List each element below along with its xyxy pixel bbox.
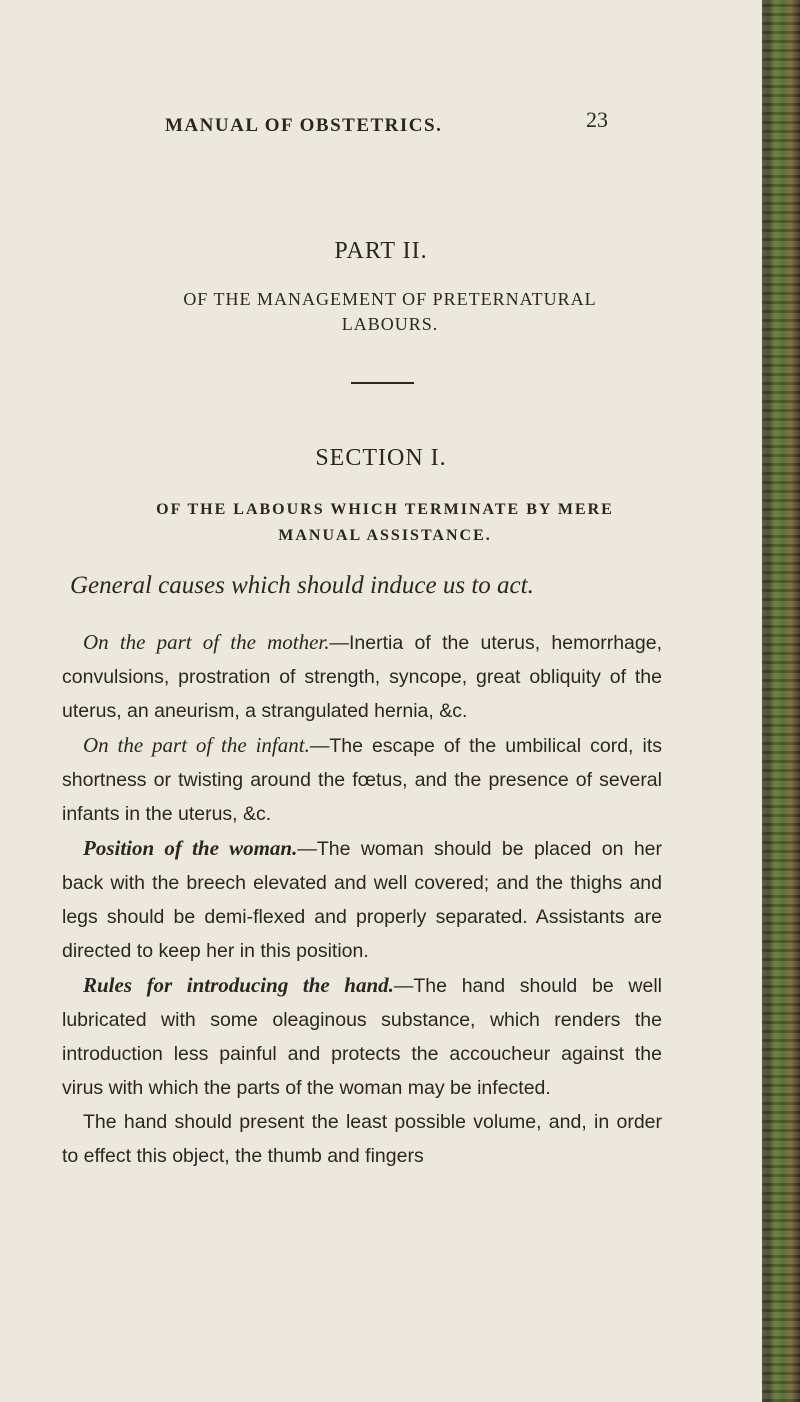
paragraph-heading: Position of the woman. [83,836,298,860]
paragraph-body: —The hand should be well lubricated with some oleaginous substance, which renders the introduction less painful and protects the accoucheur against the virus with which the parts of the woman may be infected. [62,975,662,1099]
part-subtitle-line: OF THE MANAGEMENT OF PRETERNATURAL [183,289,597,309]
paragraph-body: —The escape of the umbilical cord, its shortness or twisting around the fœtus, and the presence of several infants in the uterus, &c. [62,735,662,825]
running-head [0,107,762,147]
section-subtitle [70,497,700,549]
paragraph [62,1105,662,1173]
paragraph-heading: On the part of the mother. [83,630,330,654]
paragraph-body: —The woman should be placed on her back with the breech elevated and well covered; and the thighs and legs should be demi-flexed and properly separated. Assistants are directed to keep her in this position. [62,838,662,962]
part-subtitle-line: LABOURS. [341,314,439,334]
section-title: SECTION I. [315,445,447,471]
paragraph-heading: Rules for introducing the hand. [83,973,394,997]
book-binding-edge [762,0,800,1402]
running-title: MANUAL OF OBSTETRICS. [165,115,443,136]
section-subtitle-line: OF THE LABOURS WHICH TERMINATE BY MERE [156,501,614,518]
paragraph [62,728,662,831]
page-number: 23 [586,107,608,132]
subsection-heading: General causes which should induce us to act. [70,572,534,599]
paragraph [62,831,662,968]
paragraph-body: —Inertia of the uterus, hemorrhage, convulsions, prostration of strength, syncope, great obliquity of the uterus, an aneurism, a strangulated hernia, &c. [62,632,662,722]
section-divider [351,382,414,384]
part-title: PART II. [334,238,428,264]
paragraph-body: The hand should present the least possible volume, and, in order to effect this object, the thumb and fingers [62,1111,662,1167]
section-subtitle-line: MANUAL ASSISTANCE. [278,527,492,544]
paragraph-heading: On the part of the infant. [83,733,310,757]
part-subtitle [70,287,710,337]
body-text [62,625,662,1173]
paragraph [62,625,662,728]
paragraph [62,968,662,1105]
